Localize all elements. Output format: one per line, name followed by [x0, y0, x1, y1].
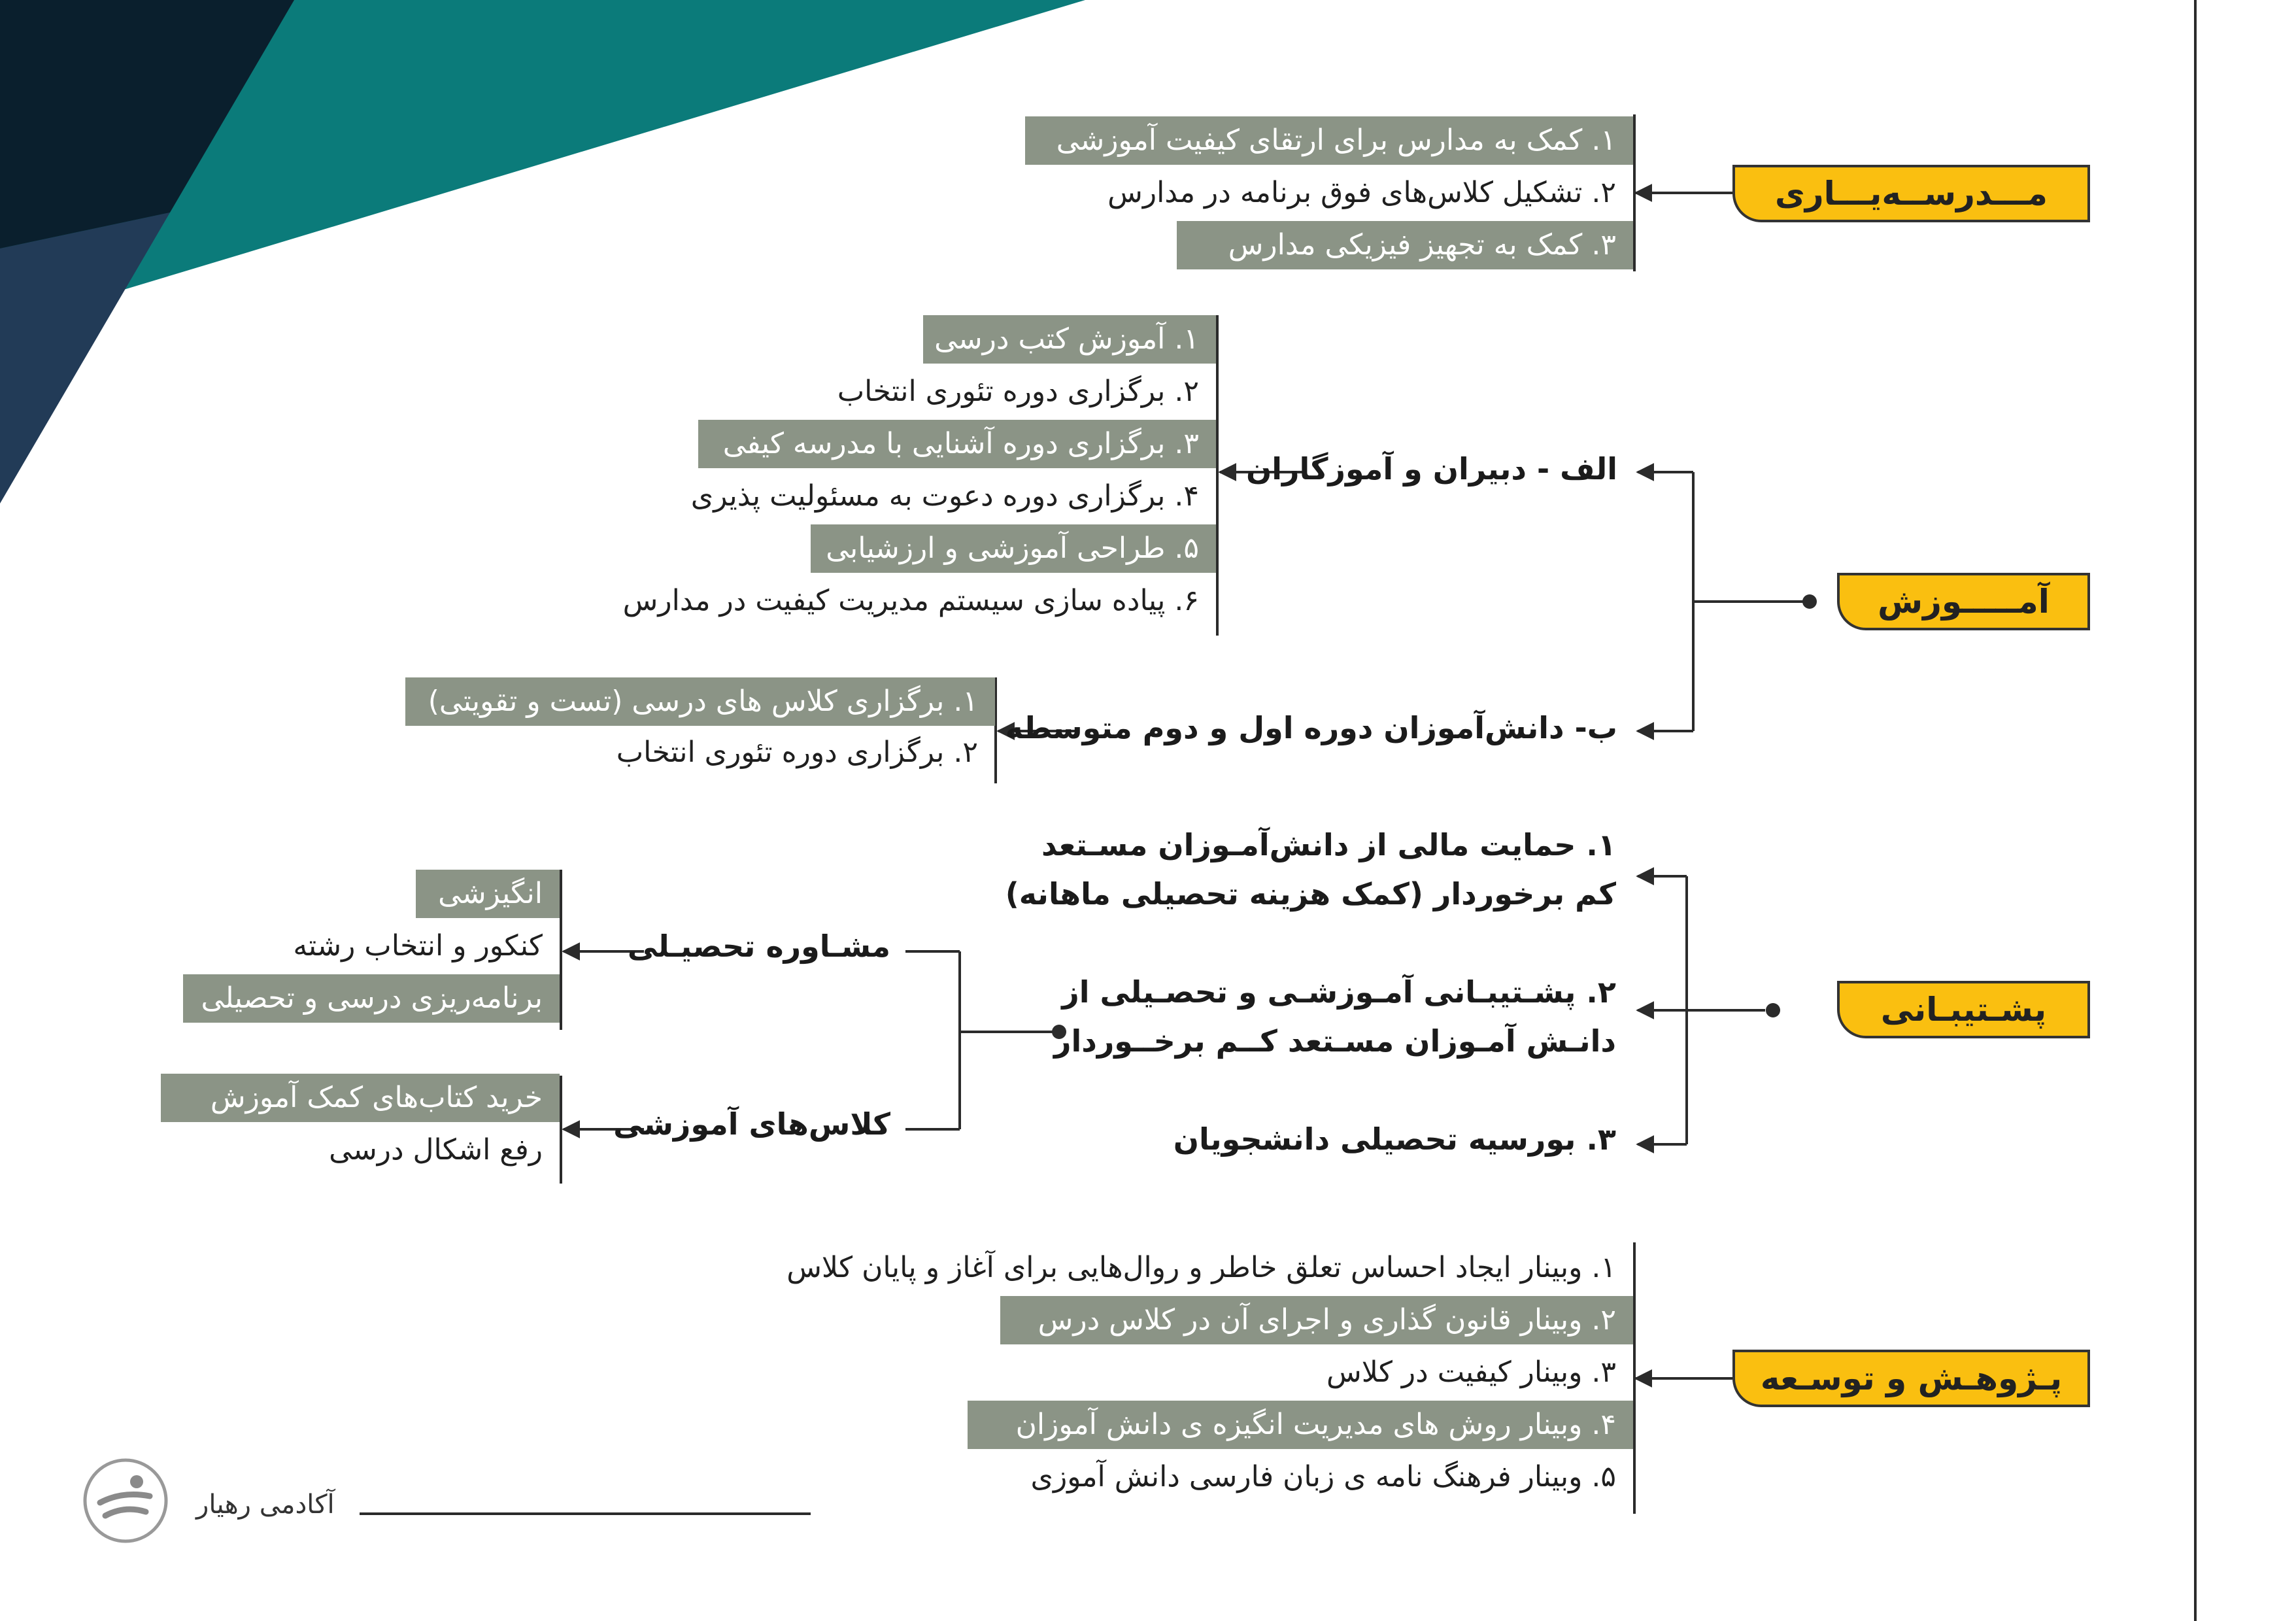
subheading-teachers: الف - دبیران و آموزگاران — [1246, 451, 1617, 486]
list-item: ۲. وبینار قانون گذاری و اجرای آن در کلاس درس — [1000, 1296, 1633, 1344]
node-dot-poshtibani — [1766, 1003, 1780, 1017]
category-label: پشـتیبـانی — [1880, 991, 2047, 1029]
footer-brand: آکادمی رهیار — [196, 1490, 335, 1520]
category-amoozesh — [1837, 573, 2090, 630]
category-label: مـــدرســه‌یـــاری — [1775, 175, 2048, 213]
list-item: خرید کتاب‌های کمک آموزش — [161, 1074, 560, 1122]
list-item: ۴. وبینار روش های مدیریت انگیزه ی دانش آموزان — [968, 1401, 1633, 1449]
list-item: ۳. کمک به تجهیز فیزیکی مدارس — [1177, 221, 1633, 269]
subheading-counseling: مشـاوره تحصیـلی — [627, 929, 890, 964]
list-item: ۳. وبینار کیفیت در کلاس — [1326, 1356, 1616, 1389]
subheading-classes: کلاس‌های آموزشی — [613, 1106, 890, 1142]
category-pajohesh — [1732, 1350, 2090, 1407]
category-label: آمـــــوزش — [1878, 583, 2050, 621]
runner-logo-icon — [82, 1457, 169, 1544]
list-item: ۱. برگزاری کلاس های درسی (تست و تقویتی) — [405, 677, 995, 726]
subheading-students: ب- دانش‌آموزان دوره اول و دوم متوسطه — [1005, 710, 1617, 745]
support-item-1-line1: ۱. حمایت مالی از دانش‌آمـوزان مسـتعد — [1041, 827, 1616, 862]
list-item: کنکور و انتخاب رشته — [293, 929, 543, 963]
list-item: ۱. وبینار ایجاد احساس تعلق خاطر و روال‌هایی برای آغاز و پایان کلاس — [786, 1251, 1616, 1284]
node-dot-amoozesh — [1802, 594, 1817, 609]
list-item: ۱. کمک به مدارس برای ارتقای کیفیت آموزشی — [1025, 116, 1633, 165]
category-madresehyari — [1732, 165, 2090, 222]
category-poshtibani — [1837, 981, 2090, 1038]
list-item: انگیزشی — [416, 870, 560, 918]
list-item: برنامه‌ریزی درسی و تحصیلی — [183, 974, 560, 1023]
list-item: رفع اشکال درسی — [329, 1133, 543, 1167]
list-item: ۳. برگزاری دوره آشنایی با مدرسه کیفی — [698, 420, 1216, 468]
support-item-2-line1: ۲. پشـتیبـانی آمـوزشـی و تحصـیلی از — [1062, 974, 1616, 1010]
support-item-2-line2: دانـش آمـوزان مسـتعد کــم برخــوردار — [1053, 1023, 1616, 1059]
list-item: ۶. پیاده سازی سیستم مدیریت کیفیت در مدارس — [622, 584, 1199, 617]
list-item: ۱. آموزش کتب درسی — [923, 315, 1216, 364]
list-item: ۲. برگزاری دوره تئوری انتخاب — [837, 375, 1199, 408]
list-item: ۲. تشکیل کلاس‌های فوق برنامه در مدارس — [1107, 176, 1616, 209]
list-item: ۴. برگزاری دوره دعوت به مسئولیت پذیری — [690, 479, 1199, 513]
category-label: پـژوهـش و توسـعه — [1760, 1359, 2063, 1397]
support-item-1-line2: کم برخوردار (کمک هزینه تحصیلی ماهانه) — [1005, 876, 1616, 912]
list-item: ۵. وبینار فرهنگ نامه ی زبان فارسی دانش آموزی — [1030, 1460, 1616, 1493]
list-item: ۵. طراحی آموزشی و ارزشیابی — [811, 524, 1216, 573]
list-item: ۲. برگزاری دوره تئوری انتخاب — [616, 736, 978, 769]
support-item-3: ۳. بورسیه تحصیلی دانشجویان — [1173, 1121, 1616, 1157]
